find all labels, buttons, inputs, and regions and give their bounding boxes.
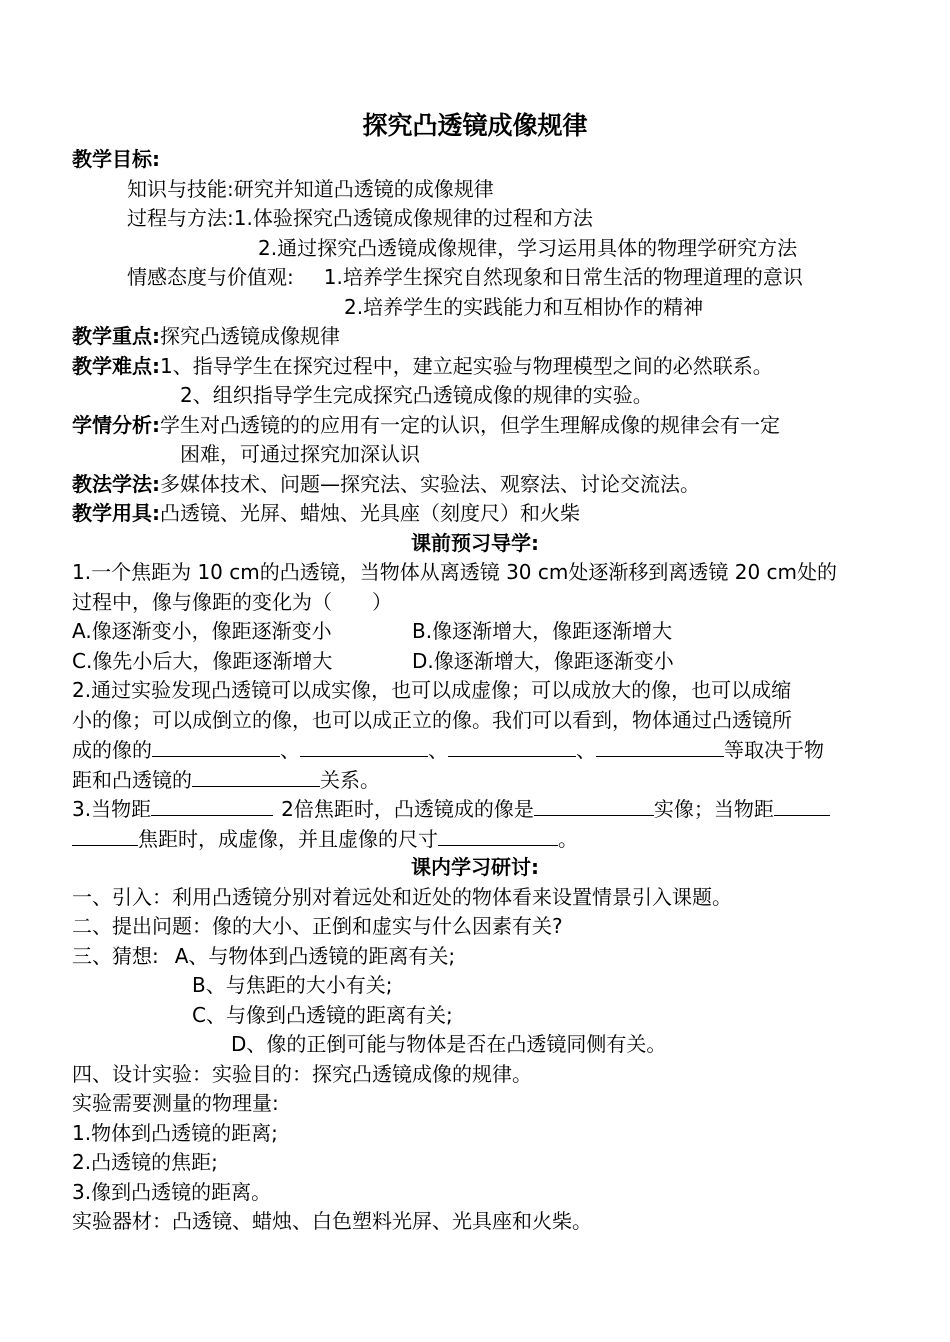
answer-blank[interactable]	[72, 825, 138, 846]
answer-blank[interactable]	[438, 825, 558, 846]
q3-line-1: 3.当物距 2倍焦距时，凸透镜成的像是 实像；当物距	[72, 795, 830, 821]
design-line: 四、设计实验：实验目的：探究凸透镜成像的规律。	[72, 1062, 532, 1086]
difficulty-line-2: 2、组织指导学生完成探究凸透镜成像的规律的实验。	[180, 383, 653, 407]
knowledge-line: 知识与技能:研究并知道凸透镜的成像规律	[127, 177, 494, 201]
measure-heading: 实验需要测量的物理量:	[72, 1091, 279, 1115]
key-point-line: 教学重点:探究凸透镜成像规律	[72, 324, 340, 348]
answer-blank[interactable]	[596, 736, 724, 757]
q1-option-b: B.像逐渐增大，像距逐渐增大	[412, 619, 673, 643]
q1-line-2: 过程中，像与像距的变化为（ ）	[72, 590, 392, 614]
analysis-line-1: 学情分析:学生对凸透镜的的应用有一定的认识，但学生理解成像的规律会有一定	[72, 413, 780, 437]
q1-option-a: A.像逐渐变小，像距逐渐变小	[72, 619, 332, 643]
answer-blank[interactable]	[448, 736, 576, 757]
q1-option-c: C.像先小后大，像距逐渐增大	[72, 649, 333, 673]
equipment-line: 实验器材：凸透镜、蜡烛、白色塑料光屏、光具座和火柴。	[72, 1209, 592, 1233]
guess-line-d: D、像的正倒可能与物体是否在凸透镜同侧有关。	[231, 1032, 667, 1056]
analysis-line-2: 困难，可通过探究加深认识	[180, 442, 420, 466]
difficulty-line-1: 教学难点:1、指导学生在探究过程中，建立起实验与物理模型之间的必然联系。	[72, 354, 773, 378]
guess-line-b: B、与焦距的大小有关;	[192, 973, 393, 997]
tools-line: 教学用具:凸透镜、光屏、蜡烛、光具座（刻度尺）和火柴	[72, 501, 580, 525]
lesson-heading: 课内学习研讨:	[411, 855, 539, 879]
process-line-2: 2.通过探究凸透镜成像规律，学习运用具体的物理学研究方法	[258, 236, 798, 260]
q2-line-3: 成的像的 、 、 、 等取决于物	[72, 738, 824, 762]
answer-blank[interactable]	[534, 795, 654, 816]
q3-line-2: 焦距时，成虚像，并且虚像的尺寸 。	[72, 825, 578, 851]
guess-line-a: 三、猜想: A、与物体到凸透镜的距离有关;	[72, 944, 456, 968]
objectives-heading: 教学目标:	[72, 147, 160, 171]
answer-blank[interactable]	[151, 795, 273, 816]
process-line-1: 过程与方法:1.体验探究凸透镜成像规律的过程和方法	[127, 206, 593, 230]
answer-blank[interactable]	[152, 736, 280, 757]
emotion-line-2: 2.培养学生的实践能力和互相协作的精神	[344, 295, 704, 319]
answer-blank[interactable]	[774, 795, 830, 816]
q2-line-1: 2.通过实验发现凸透镜可以成实像，也可以成虚像；可以成放大的像，也可以成缩	[72, 678, 792, 702]
preview-heading: 课前预习导学:	[411, 531, 539, 555]
answer-blank[interactable]	[300, 736, 428, 757]
methods-line: 教法学法:多媒体技术、问题—探究法、实验法、观察法、讨论交流法。	[72, 472, 700, 496]
question-line: 二、提出问题：像的大小、正倒和虚实与什么因素有关?	[72, 914, 563, 938]
emotion-line-1: 情感态度与价值观: 1.培养学生探究自然现象和日常生活的物理道理的意识	[127, 265, 803, 289]
guess-line-c: C、与像到凸透镜的距离有关;	[192, 1003, 453, 1027]
measure-item-3: 3.像到凸透镜的距离。	[72, 1180, 272, 1204]
answer-blank[interactable]	[192, 766, 320, 787]
q1-option-d: D.像逐渐增大，像距逐渐变小	[412, 649, 674, 673]
measure-item-1: 1.物体到凸透镜的距离;	[72, 1121, 278, 1145]
page-title: 探究凸透镜成像规律	[362, 111, 588, 140]
intro-line: 一、引入：利用凸透镜分别对着远处和近处的物体看来设置情景引入课题。	[72, 885, 732, 909]
measure-item-2: 2.凸透镜的焦距;	[72, 1150, 218, 1174]
q1-line-1: 1.一个焦距为 10 cm的凸透镜，当物体从离透镜 30 cm处逐渐移到离透镜 20 cm处的	[72, 560, 838, 584]
q2-line-2: 小的像；可以成倒立的像，也可以成正立的像。我们可以看到，物体通过凸透镜所	[72, 708, 792, 732]
q2-line-4: 距和凸透镜的 关系。	[72, 768, 380, 792]
